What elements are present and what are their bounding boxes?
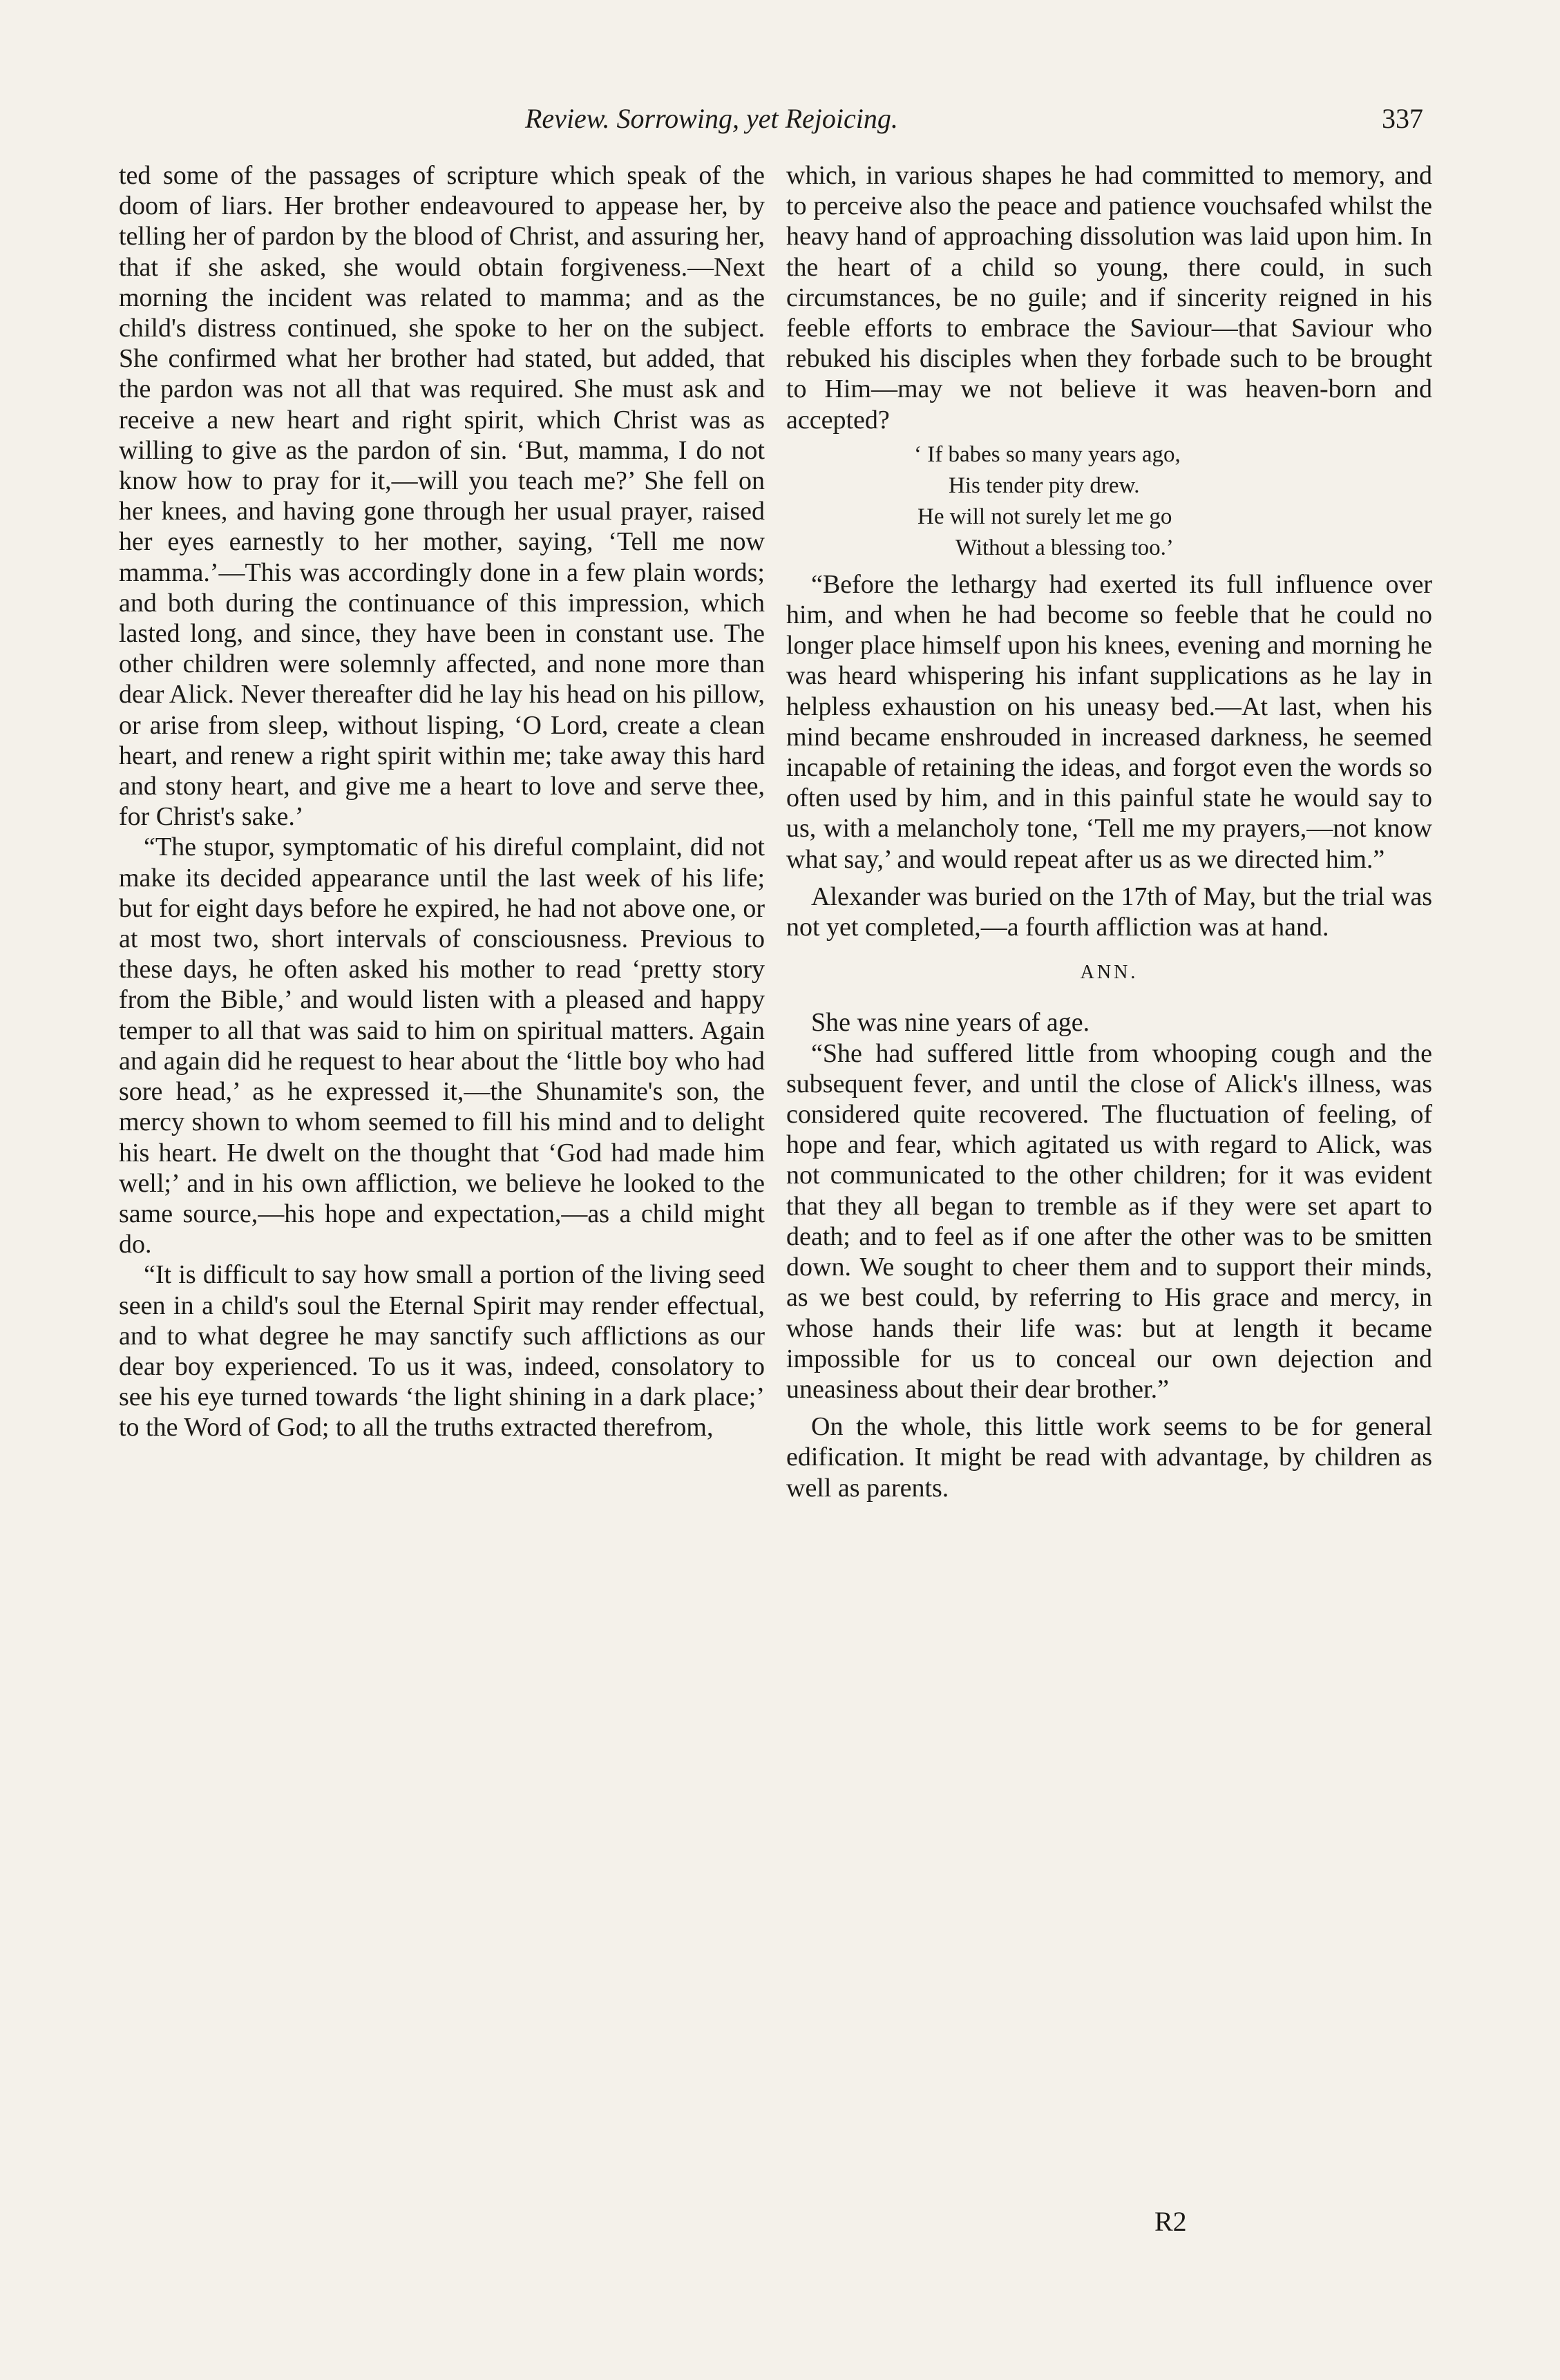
paragraph: which, in various shapes he had committed to memory, and to perceive also the peace and patience vouchsafed whilst the heavy hand of approaching dissolution was laid upon him. In the heart of a child so young, there could, in such circumstances, be no guile; and if sincerity reigned in his feeble efforts to embrace the Saviour—that Saviour who rebuked his disciples when they forbade such to be brought to Him—may we not believe it was heaven-born and accepted? — [786, 161, 1432, 435]
paragraph: “It is difficult to say how small a portion of the living seed seen in a child's soul the Eternal Spirit may render effectual, and to what degree he may sanctify such afflictions as our dear boy experienced. To us it was, indeed, consolatory to see his eye turned towards ‘the light shining in a dark place;’ to the Word of God; to all the truths extracted therefrom, — [119, 1260, 765, 1443]
paragraph: On the whole, this little work seems to be for general edification. It might be read with advantage, by children as well as parents. — [786, 1412, 1432, 1503]
paragraph: “The stupor, symptomatic of his direful complaint, did not make its decided appearance until the last week of his life; but for eight days before he expired, he had not above one, or at most two, short intervals of consciousness. Previous to these days, he often asked his mother to read ‘pretty story from the Bible,’ and would listen with a pleased and happy temper to all that was said to him on spiritual matters. Again and again did he request to hear about the ‘little boy who had sore head,’ as he expressed it,—the Shunamite's son, the mercy shown to whom seemed to fill his mind and to delight his heart. He dwelt on the thought that ‘God had made him well;’ and in his own affliction, we believe he looked to the same source,—his hope and expectation,—as a child might do. — [119, 832, 765, 1259]
paragraph: “Before the lethargy had exerted its full influence over him, and when he had become so feeble that he could no longer place himself upon his knees, evening and morning he was heard whispering his infant supplications as he lay in helpless exhaustion on his uneasy bed.—At last, when his mind became enshrouded in increased darkness, he seemed incapable of retaining the ideas, and forgot even the words so often used by him, and in this painful state he would say to us, with a melancholy tone, ‘Tell me my prayers,—not know what say,’ and would repeat after us as we directed him.” — [786, 569, 1432, 874]
poem-line: His tender pity drew. — [949, 473, 1140, 498]
paragraph: ted some of the passages of scripture which speak of the doom of liars. Her brother endeavoured to appease her, by telling her of pardon by the blood of Christ, and assuring her, that if she asked, she would obtain forgiveness.—Next morning the incident was related to mamma; and as the child's distress continued, she spoke to her on the subject. She confirmed what her brother had stated, but added, that the pardon was not all that was required. She must ask and receive a new heart and right spirit, which Christ was as willing to give as the pardon of sin. ‘But, mamma, I do not know how to pray for it,—will you teach me?’ She fell on her knees, and having gone through her usual prayer, raised her eyes earnestly to her mother, saying, ‘Tell me now mamma.’—This was accordingly done in a few plain words; and both during the continuance of this impression, which lasted long, and since, they have been in constant use. The other children were solemnly affected, and none more than dear Alick. Never thereafter did he lay his head on his pillow, or arise from sleep, without lisping, ‘O Lord, create a clean heart, and renew a right spirit within me; take away this hard and stony heart, and give me a heart to love and serve thee, for Christ's sake.’ — [119, 161, 765, 832]
paragraph: “She had suffered little from whooping cough and the subsequent fever, and until the close of Alick's illness, was considered quite recovered. The fluctuation of feeling, of hope and fear, which agitated us with regard to Alick, was not communicated to the other children; for it was evident that they all began to tremble as if they were set apart to death; and to feel as if one after the other was to be smitten down. We sought to cheer them and to support their minds, as we best could, by referring to His grace and mercy, in whose hands their life was: but at length it became impossible for us to conceal our own dejection and uneasiness about their dear brother.” — [786, 1038, 1432, 1404]
poem-line: He will not surely let me go — [917, 504, 1172, 529]
poem-line: ‘ If babes so many years ago, — [914, 441, 1181, 467]
paragraph: She was nine years of age. — [811, 1008, 1090, 1038]
signature-mark: R2 — [1154, 2206, 1187, 2237]
poem-line: Without a blessing too.’ — [955, 535, 1174, 560]
section-heading: ANN. — [1080, 962, 1139, 984]
running-header — [525, 102, 1423, 144]
poem-quote — [786, 439, 1432, 564]
right-column — [786, 160, 1432, 1503]
paragraph: Alexander was buried on the 17th of May, but the trial was not yet completed,—a fourth affliction was at hand. — [786, 882, 1432, 942]
page-number: 337 — [1382, 103, 1423, 134]
left-column — [119, 160, 765, 1443]
running-title: Review. Sorrowing, yet Rejoicing. — [525, 103, 898, 134]
